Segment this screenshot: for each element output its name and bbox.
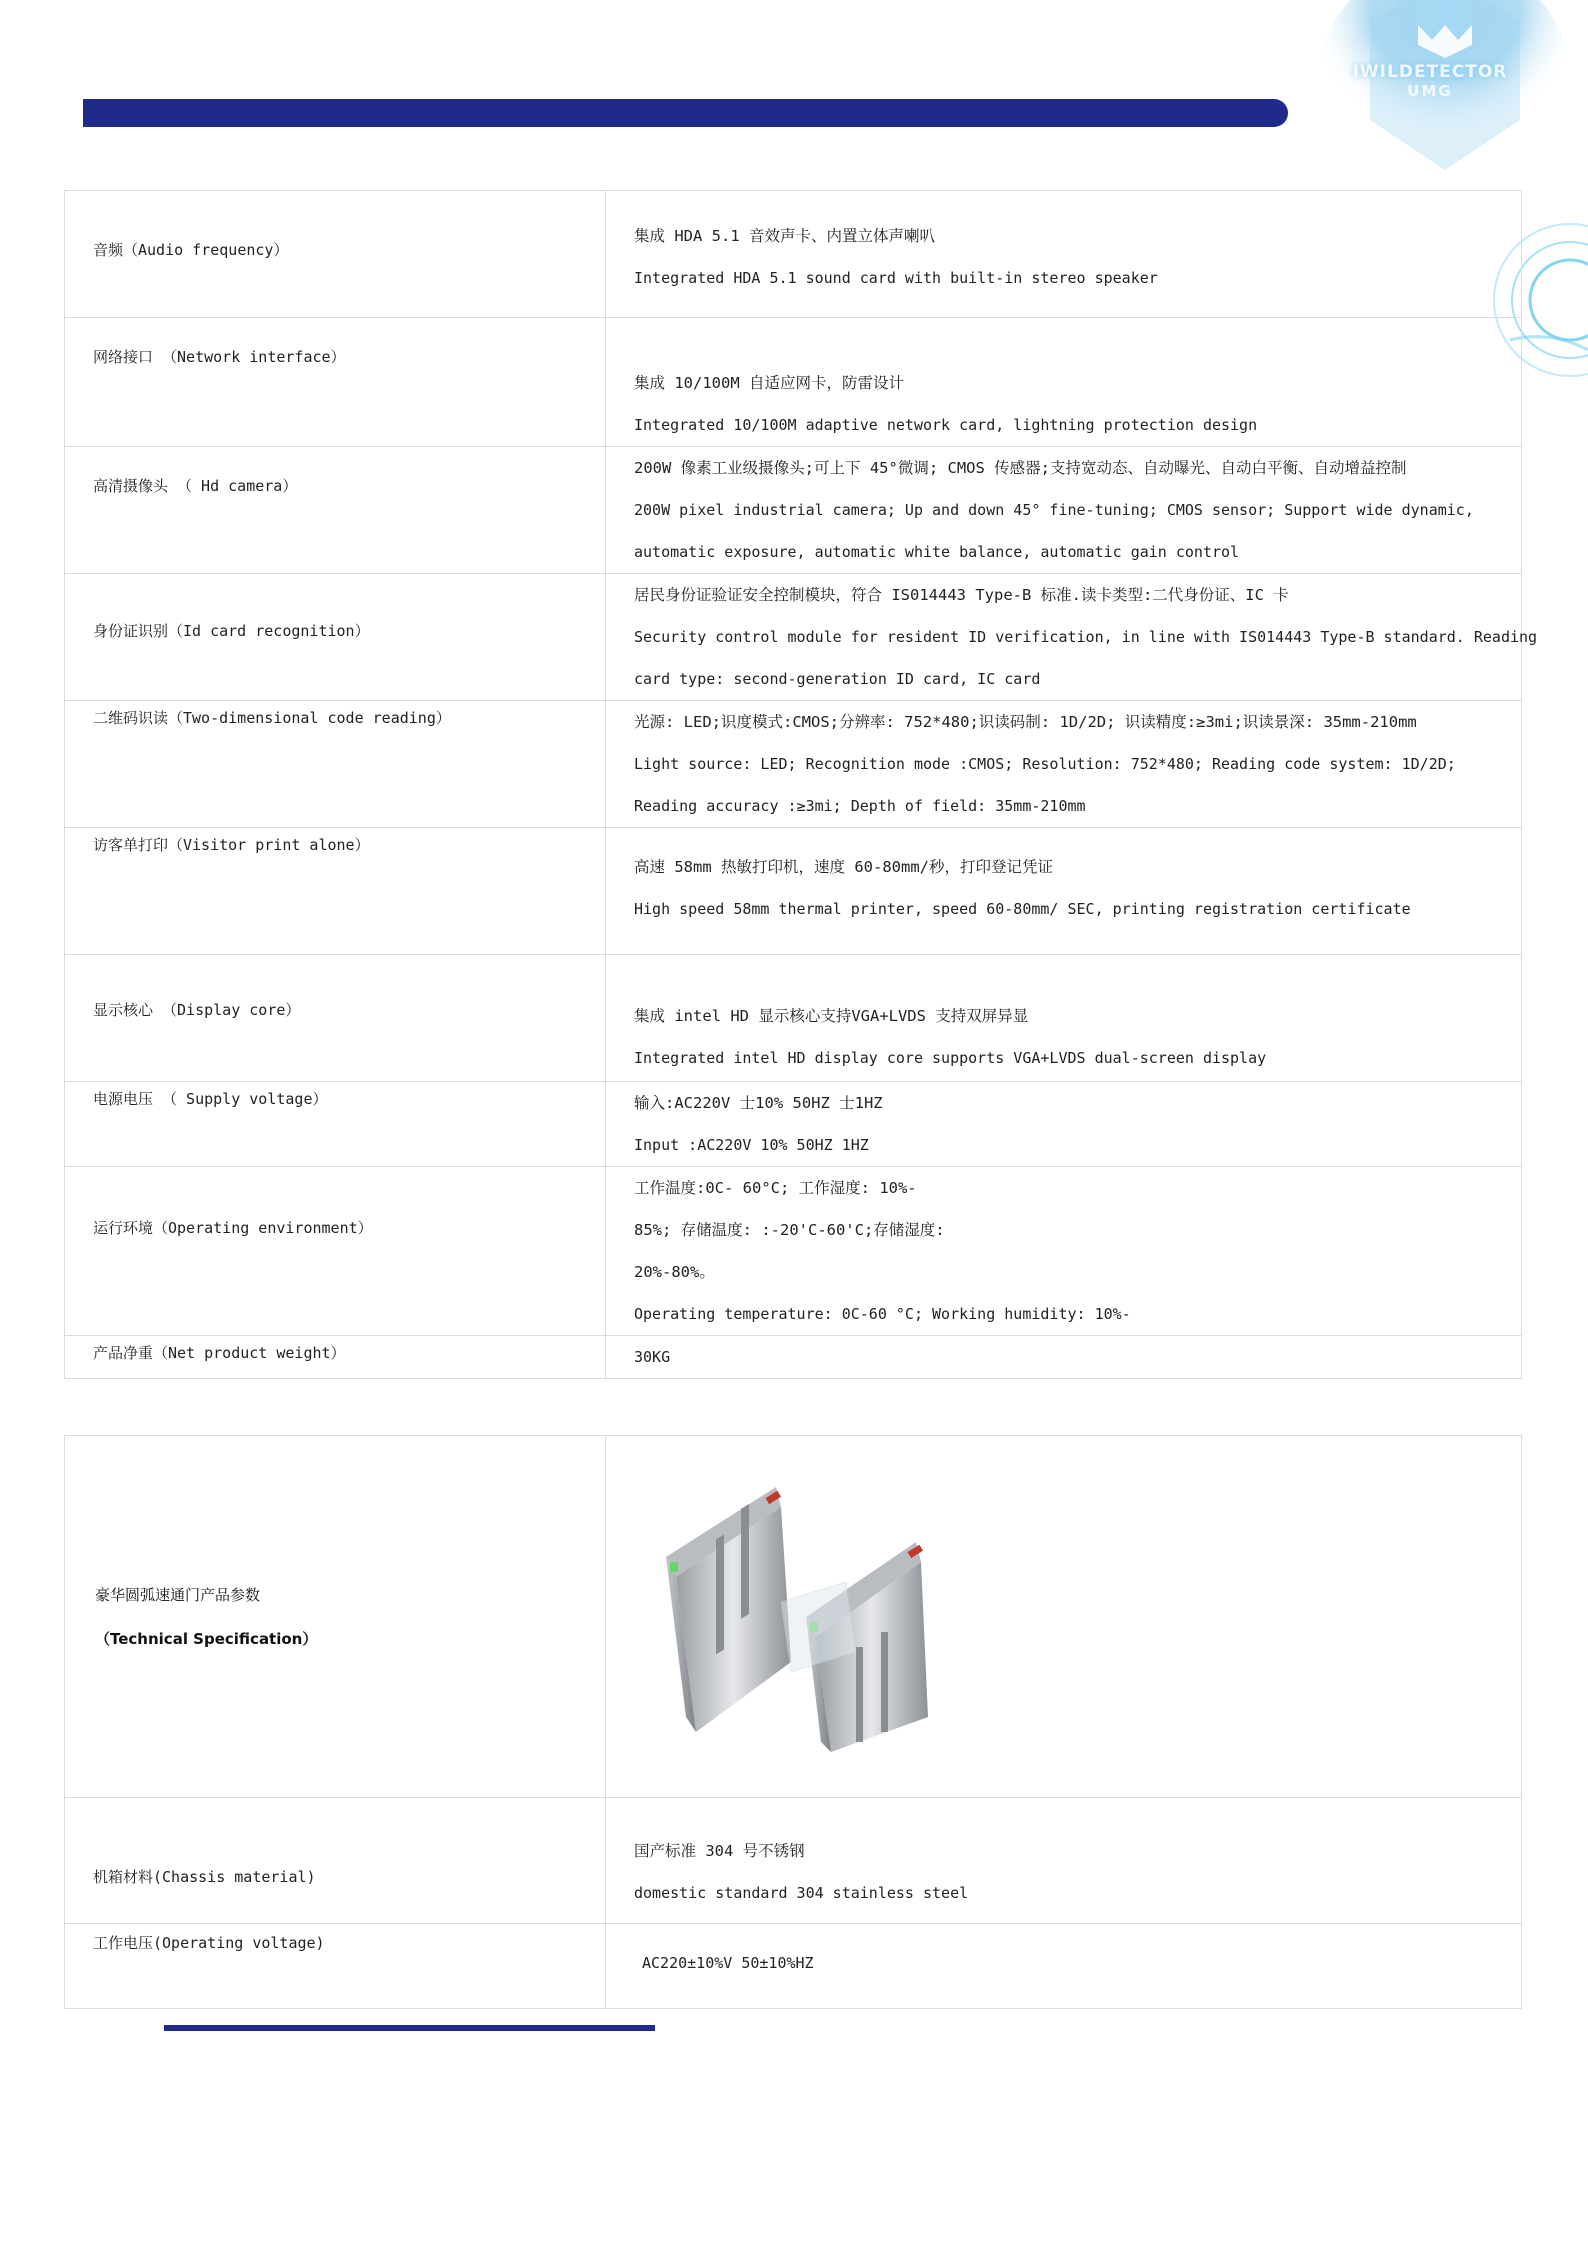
row-label: 音频（Audio frequency） <box>65 191 606 318</box>
value-line: 集成 HDA 5.1 音效声卡、内置立体声喇叭 <box>634 227 935 245</box>
logo-subtext: UMG <box>1407 82 1453 100</box>
footer-accent-bar <box>164 2025 655 2031</box>
row-value <box>606 1924 1522 2009</box>
row-value <box>606 828 1522 955</box>
row-label: 身份证识别（Id card recognition） <box>65 574 606 701</box>
value-line: 20%-80%。 <box>634 1263 715 1281</box>
row-label: 二维码识读（Two-dimensional code reading） <box>65 701 606 828</box>
table-row <box>65 955 1522 1082</box>
value-line: 85%; 存储温度: :-20'C-60'C;存储湿度: <box>634 1221 945 1239</box>
row-label: 网络接口 （Network interface） <box>65 318 606 447</box>
value-line: automatic exposure, automatic white balance, automatic gain control <box>634 543 1240 561</box>
row-value <box>606 955 1522 1082</box>
row-label: 运行环境（Operating environment） <box>65 1167 606 1336</box>
value-line: AC220±10%V 50±10%HZ <box>642 1954 814 1972</box>
table-row <box>65 828 1522 955</box>
logo-text: IWILDETECTOR <box>1352 62 1508 82</box>
row-label: 机箱材料(Chassis material) <box>65 1798 606 1924</box>
spec-table-main <box>64 190 1538 1379</box>
value-line: Light source: LED; Recognition mode :CMOS; Resolution: 752*480; Reading code system: 1D/2D; <box>634 755 1456 773</box>
row-value <box>606 1082 1522 1167</box>
row-value <box>606 318 1522 447</box>
row-label: 访客单打印（Visitor print alone） <box>65 828 606 955</box>
value-line: Security control module for resident ID verification, in line with IS014443 Type-B standard. Reading <box>634 628 1538 646</box>
table-row <box>65 1798 1522 1924</box>
row-value <box>606 701 1522 828</box>
header-accent-bar <box>83 99 1288 127</box>
table-row <box>65 701 1522 828</box>
table-row <box>65 318 1522 447</box>
value-line: card type: second-generation ID card, IC card <box>634 670 1041 688</box>
value-line: Reading accuracy :≥3mi; Depth of field: 35mm-210mm <box>634 797 1086 815</box>
table-row <box>65 1082 1522 1167</box>
turnstile-gate-image <box>656 1482 996 1752</box>
value-line: Operating temperature: 0C-60 °C; Working humidity: 10%- <box>634 1305 1131 1323</box>
value-line: High speed 58mm thermal printer, speed 60-80mm/ SEC, printing registration certificate <box>634 900 1411 918</box>
row-value <box>606 191 1522 318</box>
value-line: domestic standard 304 stainless steel <box>634 1884 969 1902</box>
value-line: 输入:AC220V 士10% 50HZ 士1HZ <box>634 1094 883 1112</box>
table-row <box>65 574 1522 701</box>
table-row <box>65 1436 1522 1798</box>
value-line: 光源: LED;识度模式:CMOS;分辨率: 752*480;识读码制: 1D/2D; 识读精度:≥3mi;识读景深: 35mm-210mm <box>634 713 1417 731</box>
product-image-cell <box>606 1436 1522 1798</box>
product-title <box>65 1436 606 1798</box>
value-line: Integrated HDA 5.1 sound card with built-in stereo speaker <box>634 269 1158 287</box>
product-title-en: （Technical Specification） <box>95 1629 318 1648</box>
row-value <box>606 1167 1522 1336</box>
row-label: 显示核心 （Display core） <box>65 955 606 1082</box>
value-line: 200W 像素工业级摄像头;可上下 45°微调; CMOS 传感器;支持宽动态、自动曝光、自动白平衡、自动增益控制 <box>634 459 1407 477</box>
row-value <box>606 1336 1522 1379</box>
row-label: 产品净重（Net product weight） <box>65 1336 606 1379</box>
product-title-zh: 豪华圆弧速通门产品参数 <box>95 1585 261 1604</box>
row-label: 工作电压(Operating voltage) <box>65 1924 606 2009</box>
table-row <box>65 447 1522 574</box>
value-line: 高速 58mm 热敏打印机，速度 60-80mm/秒，打印登记凭证 <box>634 858 1053 876</box>
value-line: 30KG <box>634 1348 671 1366</box>
row-label: 高清摄像头 （ Hd camera） <box>65 447 606 574</box>
table-row <box>65 191 1522 318</box>
value-line: 集成 10/100M 自适应网卡，防雷设计 <box>634 374 904 392</box>
table-row <box>65 1336 1522 1379</box>
row-value <box>606 574 1538 701</box>
value-line: 集成 intel HD 显示核心支持VGA+LVDS 支持双屏异显 <box>634 1007 1029 1025</box>
value-line: 居民身份证验证安全控制模块，符合 IS014443 Type-B 标准.读卡类型:二代身份证、IC 卡 <box>634 586 1289 604</box>
table-row <box>65 1167 1522 1336</box>
row-value <box>606 447 1522 574</box>
value-line: Input :AC220V 10% 50HZ 1HZ <box>634 1136 869 1154</box>
value-line: Integrated intel HD display core supports VGA+LVDS dual-screen display <box>634 1049 1267 1067</box>
value-line: 200W pixel industrial camera; Up and down 45° fine-tuning; CMOS sensor; Support wide dynamic, <box>634 501 1474 519</box>
value-line: Integrated 10/100M adaptive network card, lightning protection design <box>634 416 1258 434</box>
value-line: 工作温度:0C- 60°C; 工作湿度: 10%- <box>634 1179 917 1197</box>
table-row <box>65 1924 1522 2009</box>
value-line: 国产标准 304 号不锈钢 <box>634 1842 805 1860</box>
spec-table-product <box>64 1435 1522 2009</box>
row-label: 电源电压 （ Supply voltage） <box>65 1082 606 1167</box>
row-value <box>606 1798 1522 1924</box>
